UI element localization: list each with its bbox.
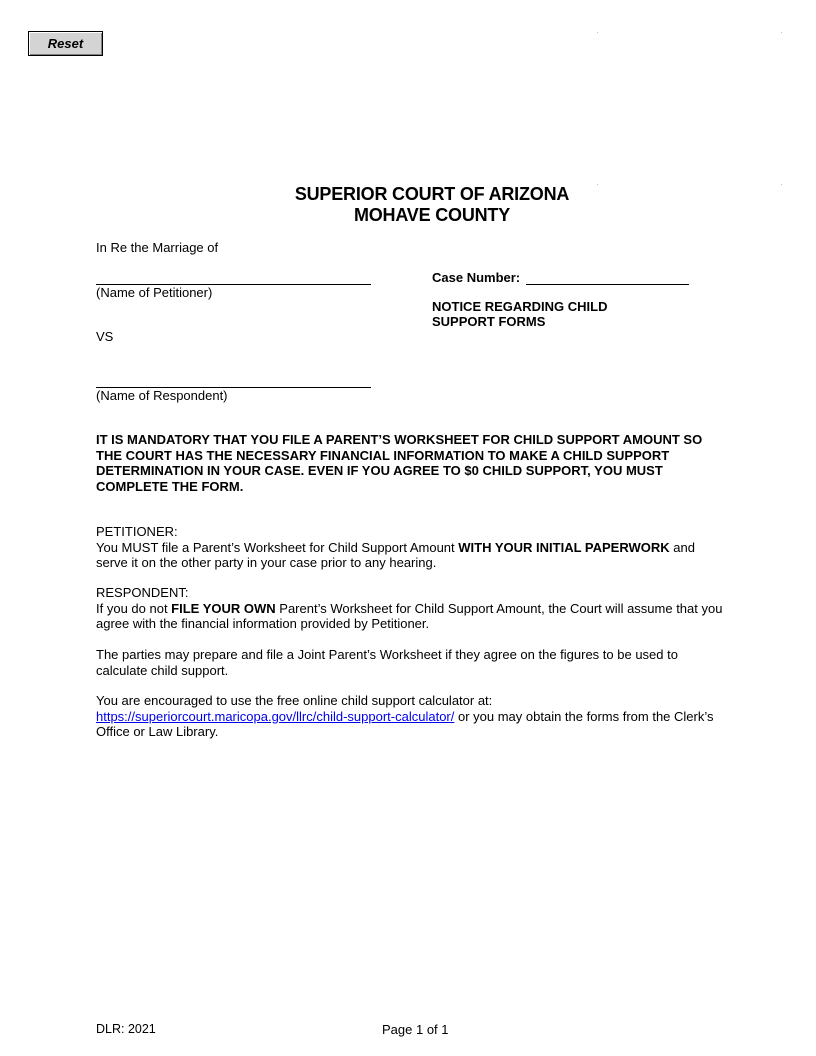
reset-button[interactable]: Reset <box>28 31 103 56</box>
calculator-intro: You are encouraged to use the free online child support calculator at: <box>96 693 493 708</box>
calculator-text-after: or you may obtain the forms from the Clerk’s Office or Law Library. <box>96 708 714 739</box>
in-re-label: In Re the Marriage of <box>96 240 219 255</box>
respondent-instructions <box>96 601 726 632</box>
respondent-section <box>96 585 726 632</box>
notice-title-line1: NOTICE REGARDING CHILD <box>432 299 608 314</box>
court-title: SUPERIOR COURT OF ARIZONA <box>294 184 570 204</box>
petitioner-instructions <box>96 540 726 571</box>
petitioner-heading: PETITIONER: <box>96 524 178 539</box>
petitioner-text-before: You MUST file a Parent’s Worksheet for Child Support Amount <box>96 539 459 555</box>
calculator-paragraph <box>96 693 726 740</box>
respondent-text-before: If you do not <box>96 600 172 616</box>
respondent-heading: RESPONDENT: <box>96 585 189 600</box>
case-number-line[interactable] <box>526 284 689 285</box>
form-code: DLR: 2021 <box>96 1022 156 1036</box>
petitioner-section <box>96 524 726 571</box>
vs-label: VS <box>96 329 114 344</box>
petitioner-text-after: and serve it on the other party in your case prior to any hearing. <box>96 539 695 570</box>
respondent-name-label: (Name of Respondent) <box>96 388 228 403</box>
case-number-label: Case Number: <box>432 270 521 285</box>
decorative-dot <box>597 32 598 33</box>
page-number: Page 1 of 1 <box>382 1022 449 1037</box>
county-title: MOHAVE COUNTY <box>353 205 511 225</box>
joint-worksheet-paragraph: The parties may prepare and file a Joint Parent’s Worksheet if they agree on the figures to be used to calculate child support. <box>96 647 678 678</box>
petitioner-name-label: (Name of Petitioner) <box>96 285 213 300</box>
calculator-link[interactable]: https://superiorcourt.maricopa.gov/llrc/child-support-calculator/ <box>96 708 455 724</box>
decorative-dot <box>781 32 782 33</box>
mandatory-notice: IT IS MANDATORY THAT YOU FILE A PARENT’S WORKSHEET FOR CHILD SUPPORT AMOUNT SO THE COURT HAS THE NECESSARY FINANCIAL INFORMATION TO MAKE A CHILD SUPPORT DETERMINATION IN YOUR CASE. EVEN IF YOU AGREE TO $0 CHILD SUPPORT, YOU MUST COMPLETE THE FORM. <box>96 432 703 494</box>
respondent-text-after: Parent’s Worksheet for Child Support Amount, the Court will assume that you agree with the financial information provided by Petitioner. <box>96 600 723 631</box>
notice-title-line2: SUPPORT FORMS <box>432 314 546 329</box>
petitioner-text-bold: WITH YOUR INITIAL PAPERWORK <box>458 539 670 555</box>
calculator-link-line <box>96 709 726 740</box>
respondent-text-bold: FILE YOUR OWN <box>171 600 276 616</box>
